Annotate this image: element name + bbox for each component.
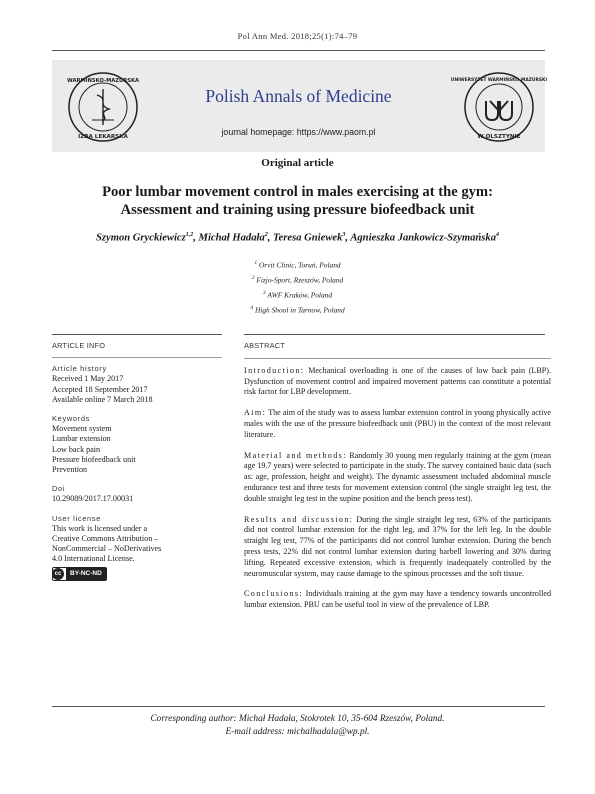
running-head: Pol Ann Med. 2018;25(1):74–79 [237,31,358,41]
keyword: Movement system [52,424,112,434]
keywords-heading: Keywords [52,414,91,424]
keyword: Pressure biofeedback unit [52,454,136,464]
affiliation-item: $^4$ High Shool in Tarnow, Poland [250,304,345,315]
author-affiliation-mark: 3 [342,232,346,238]
abstract-introduction: Introduction: Mechanical overloading is one of the causes of low back pain (LBP). Dysfunction of movement control and impaired movement patterns can constitute a potential risk factor for LBP development. [244,365,551,397]
affiliation-item: $^2$ Fizjo-Sport, Rzeszów, Poland [251,274,344,285]
university-seal-logo [450,70,548,144]
abstract-top-rule-left [52,334,222,335]
author-separator: , [193,232,199,244]
author-name: Teresa Gniewek [273,232,343,244]
keyword: Prevention [52,465,88,475]
journal-title: Polish Annals of Medicine [205,86,392,106]
svg-text:UNIWERSYTET WARMIŃSKO-MAZURSKI: UNIWERSYTET WARMIŃSKO-MAZURSKI [450,78,548,83]
history-heading: Article history [52,364,107,374]
abstract-results: Results and discussion: During the single straight leg test, 63% of the participants did not control lumbar extension for the right leg, and 37% for the left leg. In the double straight leg test, 77% of the participants did not control lumbar extension. During the bench press tests, 22% did not control lumbar extension during barbell lowering and 30% during lifting. Repeated excessive extension, which is frequently inadequately controlled by the neuromuscular system, may cause damage to the spinous processes and the soft tissue. [244,514,551,578]
svg-text:W OLSZTYNIE: W OLSZTYNIE [477,134,521,140]
abstract [244,341,551,611]
author-separator: , [267,232,274,244]
abstract-heading: ABSTRACT [244,341,286,350]
affiliation-item: $^1$ Orvit Clinic, Toruń, Poland [254,260,341,270]
title-line-2: Assessment and training using pressure biofeedback unit [120,202,475,218]
journal-homepage: journal homepage: https://www.paom.pl [221,127,376,137]
article-info-heading: ARTICLE INFO [52,341,106,350]
abstract-top-rule-right [244,334,545,335]
author-name: Michał Hadała [198,232,265,244]
top-rule [52,50,545,51]
author-affiliation-mark: 2 [264,232,268,238]
author-affiliation-mark: 4 [496,232,500,238]
cc-license-badge[interactable] [52,567,107,581]
license-line: NonCommercial – NoDerivatives [52,544,162,554]
article-title [40,183,555,219]
author-separator: , [345,232,351,244]
article-info [52,341,222,581]
svg-text:WARMIŃSKO-MAZURSKA: WARMIŃSKO-MAZURSKA [66,78,140,84]
accepted-date: Accepted 18 September 2017 [52,384,148,394]
doi-heading: Doi [52,484,66,494]
abstract-methods: Material and methods: Randomly 30 young men regularly training at the gym (mean age 19.7 years) were selected to participate in the study. The survey contained basic data (such as: age, profession, height and weight). The dynamic assessment included abdominal muscle endurance test and three tests for movement extension control (the single straight leg test, the double straight leg test in the supine position and the bench press test). [244,450,551,503]
license-line: This work is licensed under a [52,523,148,533]
affiliations [0,257,595,317]
abstract-aim: Aim: The aim of the study was to assess lumbar extension control in young physically active males with the use of the pressure biofeedback unit (PBU) in the context of the most relevant literature. [244,408,551,439]
correspondence-footer [0,713,595,738]
creative-commons-icon: cc [52,568,64,580]
author-name: Agnieszka Jankowicz-Szymańska [350,232,497,244]
keyword: Lumbar extension [52,434,111,444]
svg-text:IZBA LEKARSKA: IZBA LEKARSKA [78,134,128,140]
received-date: Received 1 May 2017 [52,374,124,384]
author-name: Szymon Gryckiewicz [95,232,186,244]
license-heading: User license [52,513,102,523]
article-type: Original article [261,157,334,169]
affiliation-item: $^3$ AWF Kraków, Poland [262,289,333,300]
title-line-1: Poor lumbar movement control in males exercising at the gym: [102,184,493,200]
abstract-conclusions: Conclusions: Individuals training at the gym may have a tendency towards uncontrolled lumbar extension. PBU can be useful tool in view of the prevalence of LBP. [244,589,551,610]
license-line: 4.0 International License. [52,554,135,564]
online-date: Available online 7 March 2018 [52,394,153,404]
author-affiliation-mark: 1,2 [185,232,194,238]
license-line: Creative Commons Attribution – [52,534,159,544]
corresponding-author: Corresponding author: Michał Hadała, Stokrotek 10, 35-604 Rzeszów, Poland. [150,714,445,724]
keyword: Low back pain [52,444,101,454]
author-list [30,232,565,244]
footer-rule [52,706,545,707]
journal-banner [52,60,548,152]
corresponding-email[interactable]: E-mail address: michalhadala@wp.pl. [225,726,370,737]
doi-link[interactable]: 10.29089/2017.17.00031 [52,494,134,504]
cc-badge-label: BY-NC-ND [66,568,106,580]
